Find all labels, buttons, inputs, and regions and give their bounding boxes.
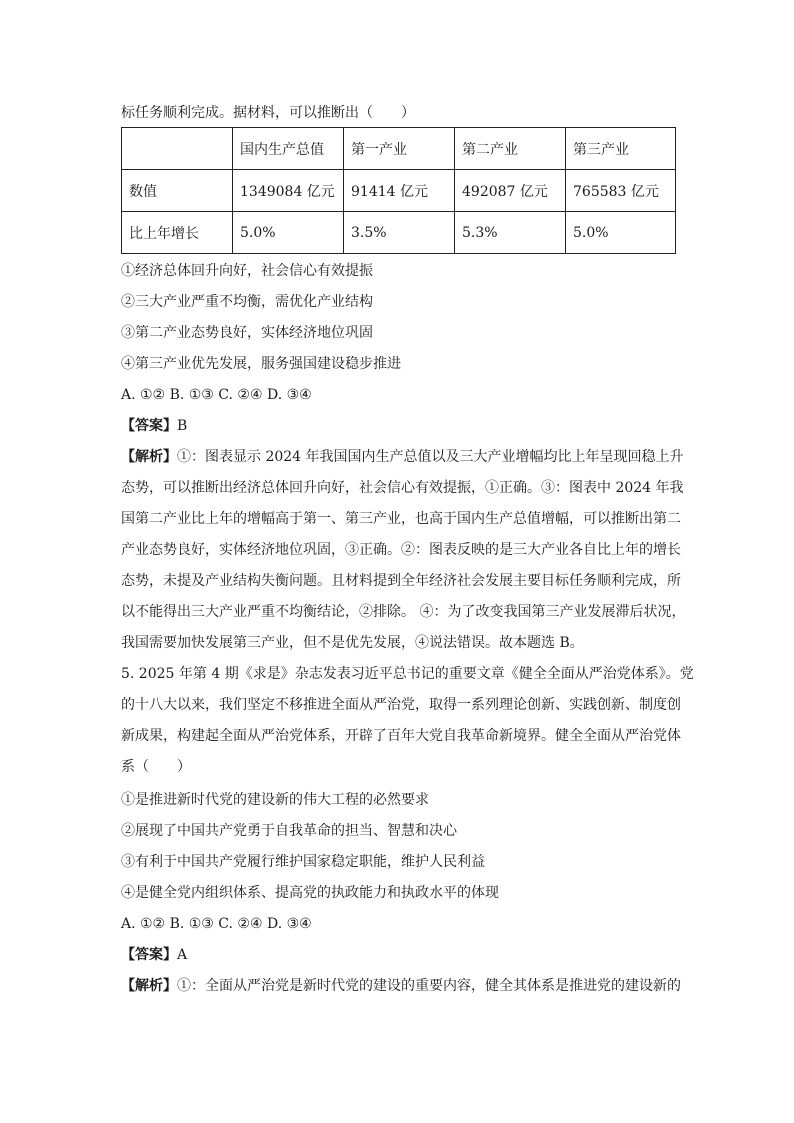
table-header-cell [122, 128, 233, 170]
q4-analysis-line: 态势，可以推断出经济总体回升向好，社会信心有效提振，①正确。③：图表中 2024 年我 [121, 480, 684, 496]
q5-stem-line: 系（ ） [121, 759, 191, 775]
table-cell: 3.5% [344, 212, 455, 254]
table-row [122, 212, 676, 254]
q4-analysis-line: 产业态势良好，实体经济地位巩固，③正确。②：图表反映的是三大产业各自比上年的增长 [121, 542, 681, 558]
table-cell: 5.0% [566, 212, 676, 254]
analysis-label: 【解析】 [121, 449, 177, 465]
table-header-row [122, 128, 676, 170]
q5-stem-line: 新成果，构建起全面从严治党体系，开辟了百年大党自我革命新境界。健全全面从严治党体 [121, 728, 681, 744]
answer-value: A [177, 947, 188, 963]
table-cell: 5.3% [455, 212, 566, 254]
analysis-label: 【解析】 [121, 978, 177, 994]
table-cell: 比上年增长 [122, 212, 233, 254]
q5-choices: A. ①② B. ①③ C. ②④ D. ③④ [121, 916, 312, 932]
q5-option-3: ③有利于中国共产党履行维护国家稳定职能，维护人民利益 [121, 854, 485, 870]
q5-option-1: ①是推进新时代党的建设新的伟大工程的必然要求 [121, 792, 429, 808]
q4-option-4: ④第三产业优先发展，服务强国建设稳步推进 [121, 356, 401, 372]
table-header-cell: 国内生产总值 [233, 128, 344, 170]
table-cell: 5.0% [233, 212, 344, 254]
q4-option-1: ①经济总体回升向好，社会信心有效提振 [121, 263, 373, 279]
table-header-cell: 第三产业 [566, 128, 676, 170]
q5-option-4: ④是健全党内组织体系、提高党的执政能力和执政水平的体现 [121, 885, 499, 901]
q4-analysis-line: 我国需要加快发展第三产业，但不是优先发展，④说法错误。故本题选 B。 [121, 635, 584, 651]
q5-stem-line: 5. 2025 年第 4 期《求是》杂志发表习近平总书记的重要文章《健全全面从严治党体系》。党 [121, 666, 694, 682]
table-cell: 1349084 亿元 [233, 170, 344, 212]
q4-analysis-line: 国第二产业比上年的增幅高于第一、第三产业，也高于国内生产总值增幅，可以推断出第二 [121, 511, 681, 527]
q4-analysis-line [121, 447, 684, 467]
table-header-cell: 第一产业 [344, 128, 455, 170]
q4-answer [121, 416, 681, 436]
table-cell: 数值 [122, 170, 233, 212]
q4-choices: A. ①② B. ①③ C. ②④ D. ③④ [121, 387, 312, 403]
q5-analysis-line [121, 976, 681, 996]
table-row [122, 170, 676, 212]
answer-label: 【答案】 [121, 947, 177, 963]
answer-value: B [177, 418, 188, 434]
table-cell: 492087 亿元 [455, 170, 566, 212]
answer-label: 【答案】 [121, 418, 177, 434]
table-header-cell: 第二产业 [455, 128, 566, 170]
question-intro-line: 标任务顺利完成。据材料，可以推断出（ ） [121, 105, 415, 121]
q5-answer [121, 945, 681, 965]
analysis-text: ①：图表显示 2024 年我国国内生产总值以及三大产业增幅均比上年呈现回稳上升 [177, 449, 684, 465]
q5-option-2: ②展现了中国共产党勇于自我革命的担当、智慧和决心 [121, 823, 457, 839]
table-cell: 91414 亿元 [344, 170, 455, 212]
q5-stem-line: 的十八大以来，我们坚定不移推进全面从严治党，取得一系列理论创新、实践创新、制度创 [121, 697, 681, 713]
q4-analysis-line: 以不能得出三大产业严重不均衡结论，②排除。 ④：为了改变我国第三产业发展滞后状况， [121, 604, 686, 620]
gdp-data-table [121, 127, 676, 254]
table-cell: 765583 亿元 [566, 170, 676, 212]
q4-option-2: ②三大产业严重不均衡，需优化产业结构 [121, 294, 373, 310]
q4-analysis-line: 态势，未提及产业结构失衡问题。且材料提到全年经济社会发展主要目标任务顺利完成，所 [121, 573, 681, 589]
q4-option-3: ③第二产业态势良好，实体经济地位巩固 [121, 325, 373, 341]
analysis-text: ①：全面从严治党是新时代党的建设的重要内容，健全其体系是推进党的建设新的 [177, 978, 681, 994]
